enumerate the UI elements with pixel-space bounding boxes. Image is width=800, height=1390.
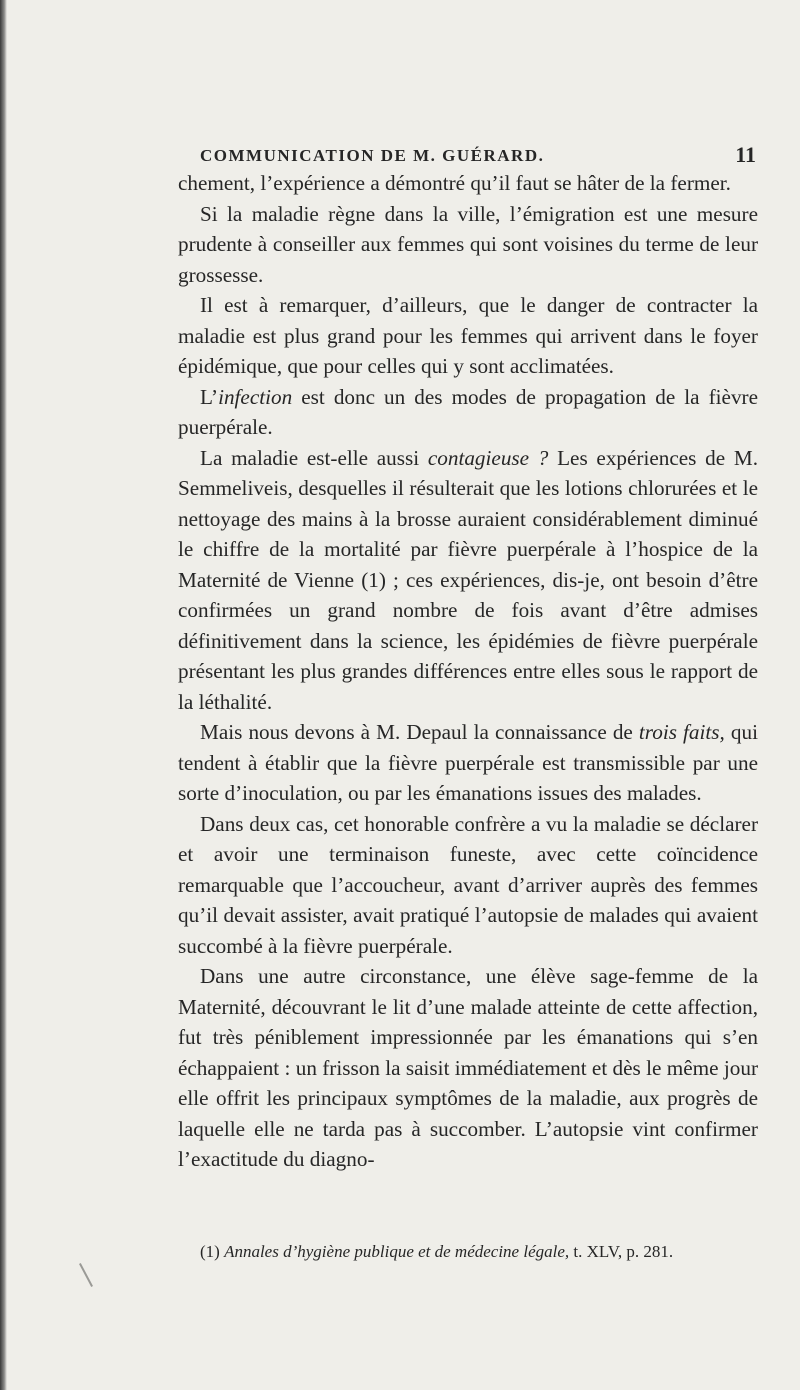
italic-text: infection xyxy=(218,384,293,409)
footnote xyxy=(200,1241,760,1263)
footnote-marker: (1) xyxy=(200,1242,220,1261)
footnote-reference: t. XLV, p. 281. xyxy=(573,1242,674,1261)
paragraph xyxy=(178,809,758,962)
text-segment: Dans deux cas, cet honorable confrère a vu la maladie se déclarer et avoir une terminaison funeste, avec cette coïncidence remarquable que l’accoucheur, avant d’arriver auprès des femmes qu’il devait assister, avait pratiqué l’autopsie de malades qui avaient succombé à la fièvre puerpérale. xyxy=(178,811,758,958)
text-segment: La maladie est-elle aussi xyxy=(200,445,428,470)
text-segment: Les expériences de M. Semmeliveis, desquelles il résulterait que les lotions chlorurées et le nettoyage des mains à la brosse auraient considérablement diminué le chiffre de la mortalité par fièvre puerpérale à l’hospice de la Maternité de Vienne (1) ; ces expériences, dis-je, ont besoin d’être confirmées un grand nombre de fois avant d’être admises définitivement dans la science, les épidémies de fièvre puerpérale présentant les plus grandes différences entre elles sous le rapport de la léthalité. xyxy=(178,445,759,714)
paragraph xyxy=(178,443,758,718)
body-text xyxy=(178,168,758,1175)
paragraph xyxy=(178,717,758,809)
footnote-title: Annales d’hygiène publique et de médecine légale, xyxy=(224,1242,570,1261)
italic-text: contagieuse ? xyxy=(427,445,549,470)
paragraph xyxy=(178,290,758,382)
text-segment: chement, l’expérience a démontré qu’il faut se hâter de la fermer. xyxy=(178,171,731,195)
text-segment: Il est à remarquer, d’ailleurs, que le danger de contracter la maladie est plus grand pour les femmes qui arrivent dans le foyer épidémique, que pour celles qui y sont acclimatées. xyxy=(178,293,758,378)
paragraph xyxy=(178,382,758,443)
page-number: 11 xyxy=(735,142,756,167)
italic-text: trois faits, xyxy=(638,720,725,744)
text-segment: qui tendent à établir que la fièvre puerpérale est transmissible par une sorte d’inoculation, ou par les émanations issues des malades. xyxy=(178,720,758,805)
paragraph xyxy=(178,168,758,199)
page-binding-edge xyxy=(0,0,7,1390)
text-segment: Dans une autre circonstance, une élève sage-femme de la Maternité, découvrant le lit d’une malade atteinte de cette affection, fut très péniblement impressionnée par les émanations qui s’en échappaient : un frisson la saisit immédiatement et dès le même jour elle offrit les principaux symptômes de la maladie, aux progrès de laquelle elle ne tarda pas à succomber. L’autopsie vint confirmer l’exactitude du diagno- xyxy=(178,964,758,1171)
text-segment: L’ xyxy=(200,384,219,409)
stray-pencil-mark xyxy=(79,1263,93,1287)
text-segment: Mais nous devons à M. Depaul la connaissance de xyxy=(200,720,639,744)
paragraph xyxy=(178,199,758,291)
text-segment: est donc un des modes de propagation de la fièvre puerpérale. xyxy=(178,384,758,439)
running-title: COMMUNICATION DE M. GUÉRARD. xyxy=(200,146,545,165)
text-segment: Si la maladie règne dans la ville, l’émigration est une mesure prudente à conseiller aux femmes qui sont voisines du terme de leur grossesse. xyxy=(178,201,758,287)
paragraph xyxy=(178,961,758,1175)
